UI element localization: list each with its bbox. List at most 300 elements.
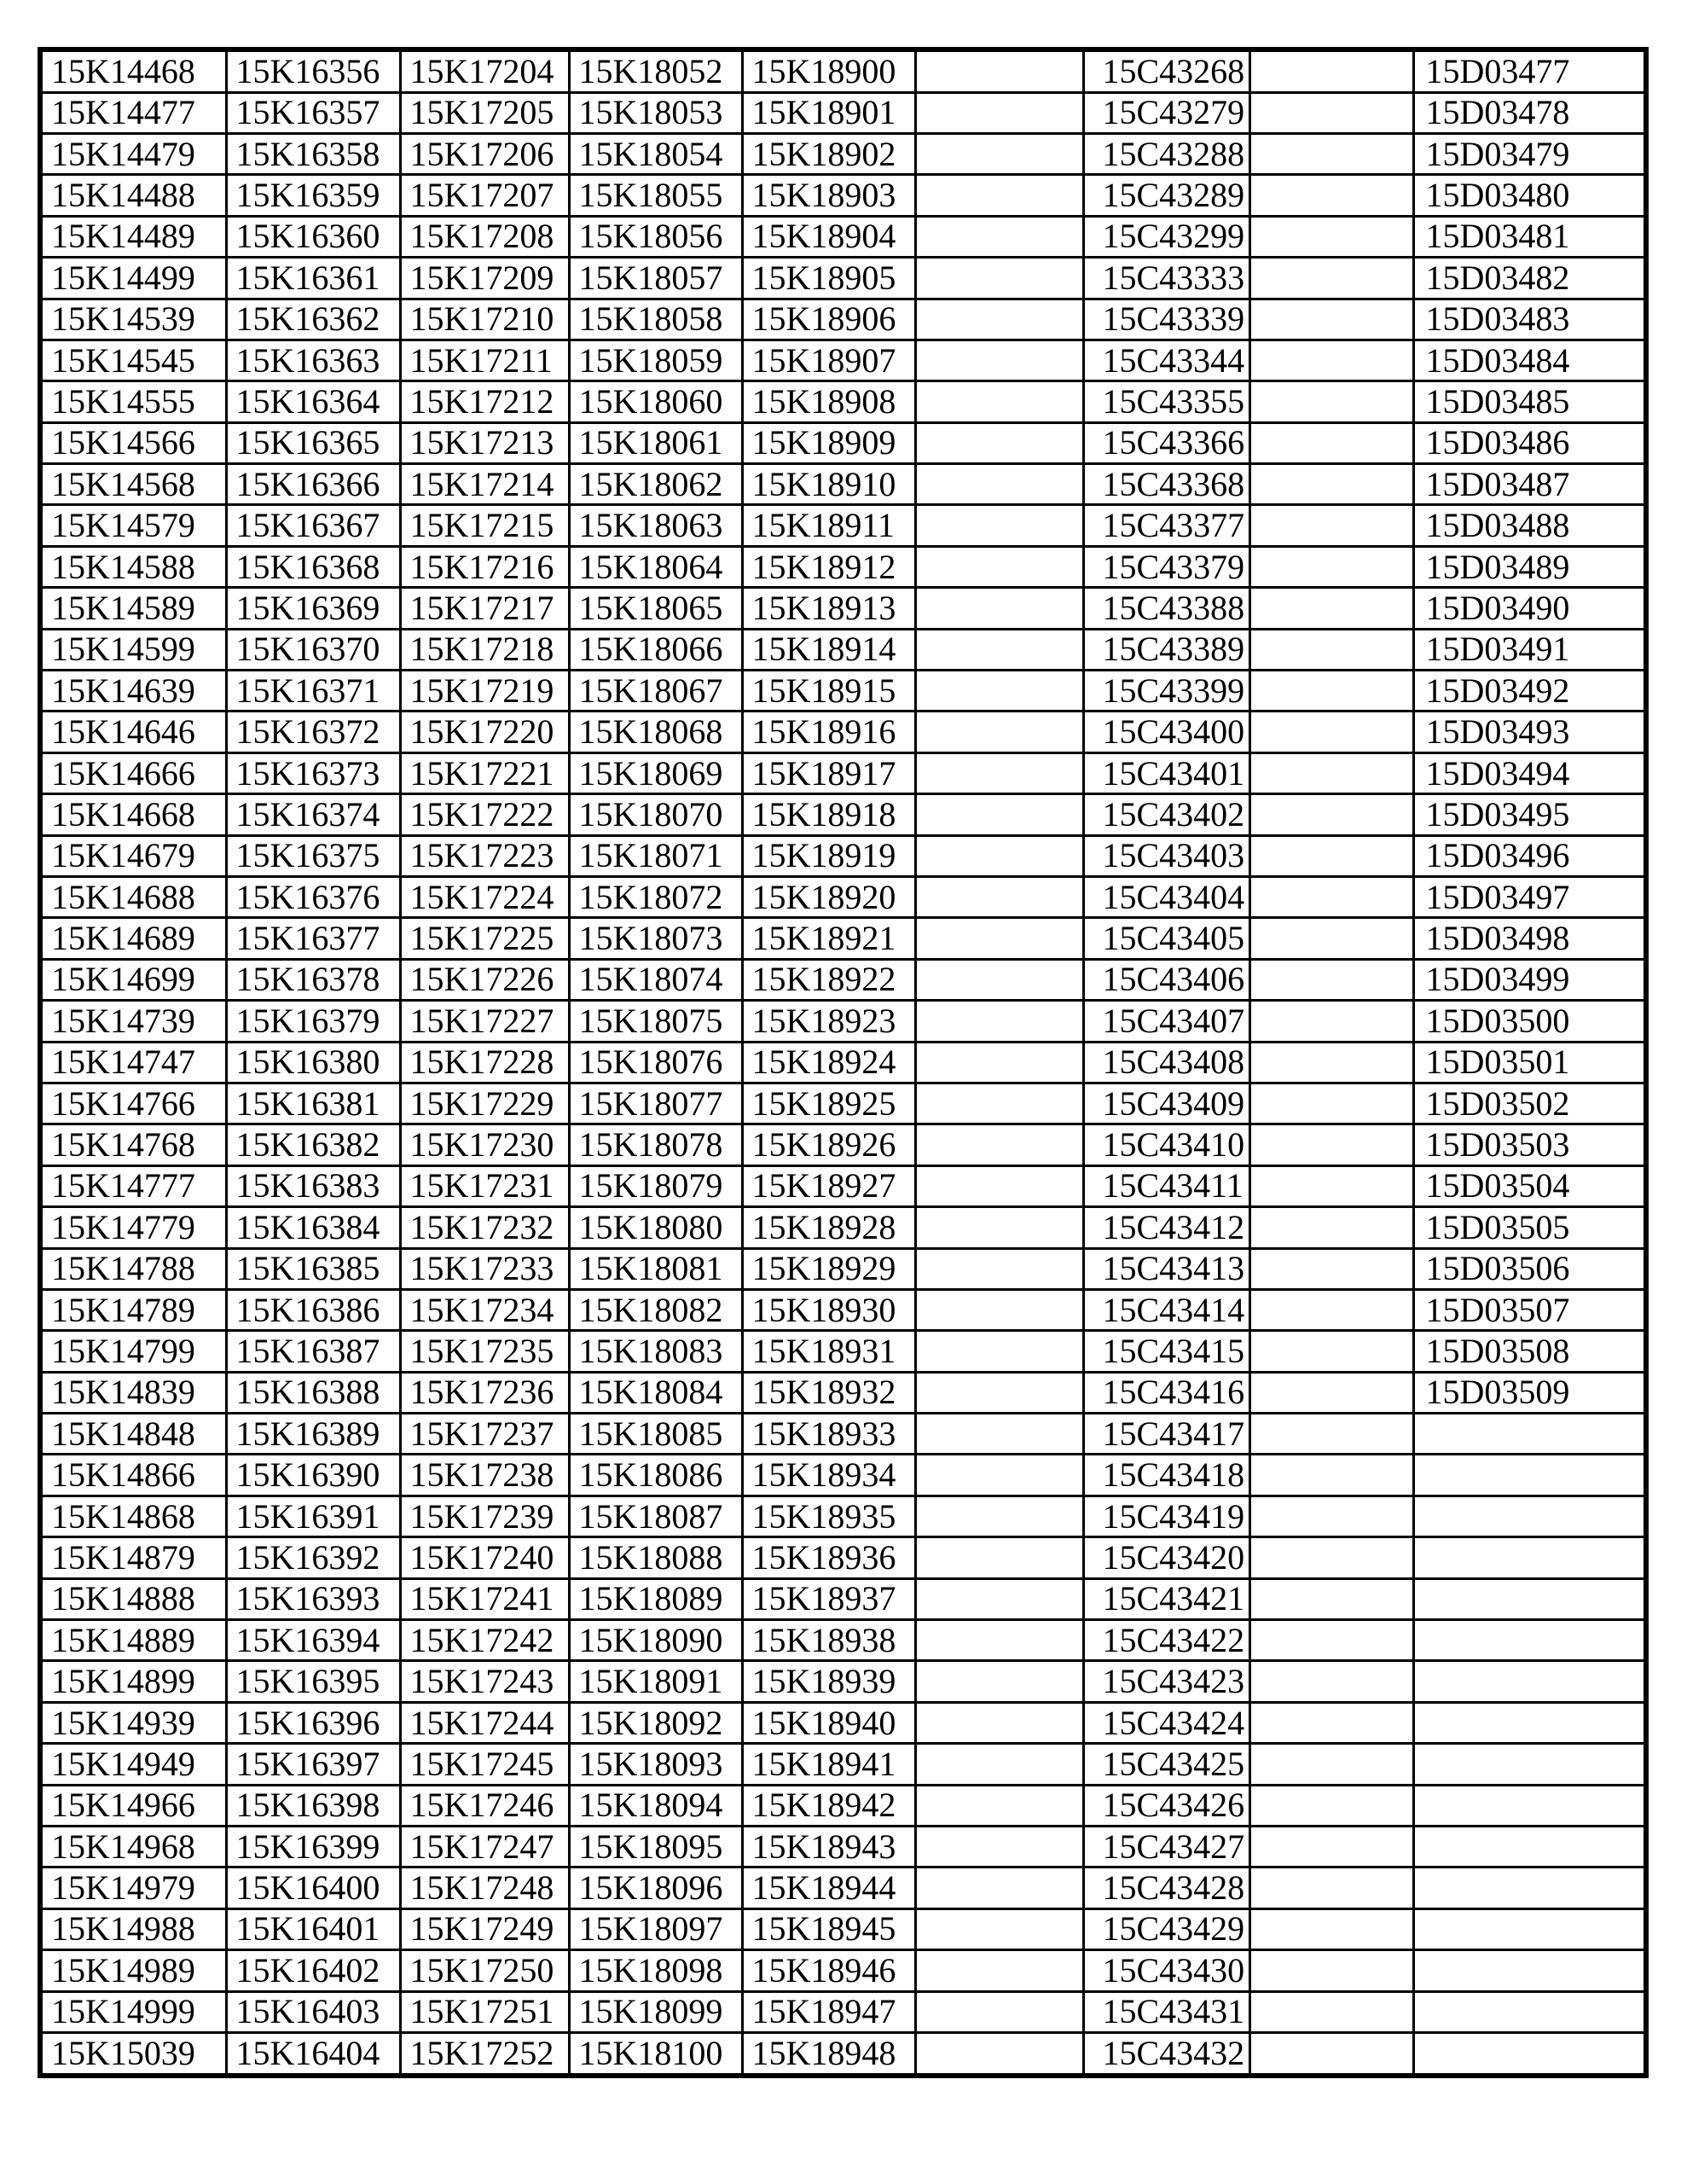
empty-cell	[915, 1867, 1083, 1908]
serial-number-cell: 15K18921	[742, 918, 915, 959]
table-row	[40, 752, 1646, 793]
empty-cell	[1249, 877, 1413, 918]
serial-number-cell: 15K18088	[569, 1537, 742, 1578]
serial-number-cell: 15K18080	[569, 1207, 742, 1248]
table-row	[40, 1826, 1646, 1867]
serial-number-cell: 15D03501	[1413, 1042, 1646, 1083]
serial-number-cell: 15K16402	[226, 1950, 400, 1991]
serial-number-cell: 15K17248	[400, 1867, 569, 1908]
serial-number-cell: 15K16377	[226, 918, 400, 959]
table-row	[40, 299, 1646, 340]
serial-number-cell: 15K16364	[226, 381, 400, 422]
serial-number-cell: 15C43428	[1083, 1867, 1249, 1908]
serial-number-cell: 15C43366	[1083, 422, 1249, 463]
serial-number-cell: 15K18096	[569, 1867, 742, 1908]
serial-number-cell: 15K16361	[226, 258, 400, 299]
serial-number-cell: 15K18918	[742, 794, 915, 835]
serial-number-cell: 15K18052	[569, 49, 742, 92]
empty-cell	[1413, 1414, 1646, 1455]
serial-number-cell: 15K17233	[400, 1248, 569, 1289]
serial-number-cell: 15K17214	[400, 464, 569, 505]
table-body	[40, 49, 1646, 2076]
empty-cell	[915, 877, 1083, 918]
serial-number-cell: 15K17227	[400, 1001, 569, 1042]
serial-number-cell: 15K16384	[226, 1207, 400, 1248]
empty-cell	[915, 1455, 1083, 1496]
serial-number-cell: 15D03494	[1413, 752, 1646, 793]
serial-number-cell: 15K18087	[569, 1496, 742, 1536]
serial-number-cell: 15K14479	[40, 133, 226, 174]
serial-number-cell: 15D03500	[1413, 1001, 1646, 1042]
serial-number-cell: 15K18083	[569, 1331, 742, 1372]
serial-number-cell: 15K17226	[400, 959, 569, 1000]
serial-number-cell: 15C43430	[1083, 1950, 1249, 1991]
serial-number-cell: 15K18065	[569, 588, 742, 629]
serial-number-cell: 15K18947	[742, 1991, 915, 2032]
empty-cell	[1413, 1867, 1646, 1908]
serial-number-cell: 15K18933	[742, 1414, 915, 1455]
serial-number-cell: 15K17218	[400, 629, 569, 670]
serial-number-cell: 15C43415	[1083, 1331, 1249, 1372]
empty-cell	[1249, 1331, 1413, 1372]
serial-number-cell: 15K18939	[742, 1661, 915, 1702]
serial-number-cell: 15K16401	[226, 1908, 400, 1949]
table-row	[40, 2032, 1646, 2076]
empty-cell	[1249, 1991, 1413, 2032]
empty-cell	[1249, 133, 1413, 174]
empty-cell	[915, 629, 1083, 670]
serial-number-cell: 15K18931	[742, 1331, 915, 1372]
serial-number-cell: 15K17251	[400, 1991, 569, 2032]
serial-number-cell: 15C43299	[1083, 216, 1249, 257]
serial-number-cell: 15D03503	[1413, 1124, 1646, 1165]
empty-cell	[1249, 1702, 1413, 1743]
serial-number-cell: 15K18093	[569, 1744, 742, 1785]
serial-number-cell: 15C43379	[1083, 546, 1249, 587]
serial-number-cell: 15K18061	[569, 422, 742, 463]
serial-number-cell: 15K18082	[569, 1289, 742, 1330]
table-row	[40, 381, 1646, 422]
serial-number-cell: 15K18920	[742, 877, 915, 918]
serial-number-cell: 15K17252	[400, 2032, 569, 2076]
serial-number-cell: 15K18923	[742, 1001, 915, 1042]
serial-number-cell: 15K14646	[40, 712, 226, 752]
serial-number-cell: 15K14949	[40, 1744, 226, 1785]
serial-number-cell: 15K14766	[40, 1083, 226, 1124]
serial-number-cell: 15D03492	[1413, 671, 1646, 712]
serial-number-cell: 15K18059	[569, 340, 742, 380]
serial-number-cell: 15C43377	[1083, 505, 1249, 546]
serial-number-cell: 15K18929	[742, 1248, 915, 1289]
serial-number-cell: 15K14879	[40, 1537, 226, 1578]
serial-number-cell: 15K14968	[40, 1826, 226, 1867]
serial-number-cell: 15K17239	[400, 1496, 569, 1536]
serial-number-cell: 15C43410	[1083, 1124, 1249, 1165]
empty-cell	[1249, 712, 1413, 752]
empty-cell	[915, 1578, 1083, 1619]
empty-cell	[1249, 1165, 1413, 1206]
serial-number-cell: 15D03491	[1413, 629, 1646, 670]
serial-number-cell: 15K14966	[40, 1785, 226, 1826]
serial-number-cell: 15K17237	[400, 1414, 569, 1455]
serial-number-cell: 15K18903	[742, 175, 915, 216]
serial-number-cell: 15K16398	[226, 1785, 400, 1826]
serial-number-cell: 15K16365	[226, 422, 400, 463]
table-row	[40, 340, 1646, 380]
serial-number-cell: 15K18062	[569, 464, 742, 505]
empty-cell	[1413, 1702, 1646, 1743]
empty-cell	[1249, 1620, 1413, 1661]
empty-cell	[1413, 1661, 1646, 1702]
empty-cell	[1249, 835, 1413, 876]
serial-number-cell: 15K17208	[400, 216, 569, 257]
empty-cell	[915, 1785, 1083, 1826]
serial-number-cell: 15K14866	[40, 1455, 226, 1496]
empty-cell	[915, 92, 1083, 133]
serial-number-cell: 15K18089	[569, 1578, 742, 1619]
serial-number-cell: 15K17222	[400, 794, 569, 835]
empty-cell	[915, 546, 1083, 587]
serial-number-cell: 15K17219	[400, 671, 569, 712]
serial-number-cell: 15K18085	[569, 1414, 742, 1455]
serial-number-cell: 15K18068	[569, 712, 742, 752]
serial-number-cell: 15K16404	[226, 2032, 400, 2076]
serial-number-cell: 15K17236	[400, 1372, 569, 1413]
empty-cell	[1413, 1620, 1646, 1661]
serial-number-cell: 15C43424	[1083, 1702, 1249, 1743]
empty-cell	[915, 1331, 1083, 1372]
empty-cell	[915, 505, 1083, 546]
serial-number-cell: 15K18067	[569, 671, 742, 712]
serial-number-cell: 15K14539	[40, 299, 226, 340]
serial-number-cell: 15K16367	[226, 505, 400, 546]
empty-cell	[915, 422, 1083, 463]
serial-number-cell: 15D03485	[1413, 381, 1646, 422]
empty-cell	[1249, 381, 1413, 422]
serial-number-cell: 15C43413	[1083, 1248, 1249, 1289]
table-row	[40, 133, 1646, 174]
serial-number-cell: 15K16400	[226, 1867, 400, 1908]
serial-number-cell: 15K14889	[40, 1620, 226, 1661]
serial-number-cell: 15K18053	[569, 92, 742, 133]
empty-cell	[1249, 464, 1413, 505]
serial-number-cell: 15K14747	[40, 1042, 226, 1083]
serial-number-cell: 15K18943	[742, 1826, 915, 1867]
serial-number-cell: 15C43279	[1083, 92, 1249, 133]
serial-number-cell: 15C43426	[1083, 1785, 1249, 1826]
serial-number-cell: 15K16357	[226, 92, 400, 133]
serial-number-cell: 15K18908	[742, 381, 915, 422]
serial-number-cell: 15K18063	[569, 505, 742, 546]
serial-number-cell: 15K14579	[40, 505, 226, 546]
serial-number-cell: 15C43417	[1083, 1414, 1249, 1455]
serial-number-cell: 15K17225	[400, 918, 569, 959]
serial-number-cell: 15K14589	[40, 588, 226, 629]
table-row	[40, 918, 1646, 959]
empty-cell	[1249, 1455, 1413, 1496]
serial-number-cell: 15K18942	[742, 1785, 915, 1826]
serial-number-cell: 15C43416	[1083, 1372, 1249, 1413]
empty-cell	[915, 1908, 1083, 1949]
serial-number-cell: 15C43403	[1083, 835, 1249, 876]
table-row	[40, 546, 1646, 587]
serial-number-cell: 15K18076	[569, 1042, 742, 1083]
serial-number-cell: 15K17220	[400, 712, 569, 752]
serial-number-cell: 15K16371	[226, 671, 400, 712]
serial-number-cell: 15K14939	[40, 1702, 226, 1743]
serial-number-cell: 15D03489	[1413, 546, 1646, 587]
table-row	[40, 1578, 1646, 1619]
serial-number-cell: 15K17246	[400, 1785, 569, 1826]
empty-cell	[1249, 1537, 1413, 1578]
empty-cell	[915, 340, 1083, 380]
serial-number-cell: 15K18055	[569, 175, 742, 216]
empty-cell	[1249, 505, 1413, 546]
serial-number-cell: 15K18916	[742, 712, 915, 752]
serial-number-cell: 15C43389	[1083, 629, 1249, 670]
table-row	[40, 422, 1646, 463]
serial-number-cell: 15K16390	[226, 1455, 400, 1496]
serial-number-cell: 15D03487	[1413, 464, 1646, 505]
serial-number-cell: 15C43401	[1083, 752, 1249, 793]
empty-cell	[1413, 1455, 1646, 1496]
table-row	[40, 1867, 1646, 1908]
serial-number-cell: 15K14979	[40, 1867, 226, 1908]
empty-cell	[1249, 1289, 1413, 1330]
empty-cell	[915, 1950, 1083, 1991]
empty-cell	[1413, 1496, 1646, 1536]
serial-number-cell: 15K14799	[40, 1331, 226, 1372]
serial-number-cell: 15C43289	[1083, 175, 1249, 216]
serial-number-cell: 15D03497	[1413, 877, 1646, 918]
table-row	[40, 712, 1646, 752]
empty-cell	[1413, 1578, 1646, 1619]
serial-number-cell: 15D03504	[1413, 1165, 1646, 1206]
serial-number-cell: 15K16370	[226, 629, 400, 670]
empty-cell	[915, 381, 1083, 422]
empty-cell	[915, 1124, 1083, 1165]
serial-number-cell: 15K14789	[40, 1289, 226, 1330]
serial-number-cell: 15C43400	[1083, 712, 1249, 752]
empty-cell	[1249, 422, 1413, 463]
table-row	[40, 1207, 1646, 1248]
table-row	[40, 1414, 1646, 1455]
serial-number-cell: 15C43408	[1083, 1042, 1249, 1083]
empty-cell	[1249, 1496, 1413, 1536]
serial-number-cell: 15K14779	[40, 1207, 226, 1248]
table-row	[40, 258, 1646, 299]
serial-number-cell: 15K17211	[400, 340, 569, 380]
serial-number-cell: 15K17242	[400, 1620, 569, 1661]
serial-number-cell: 15D03484	[1413, 340, 1646, 380]
empty-cell	[1413, 1537, 1646, 1578]
serial-number-cell: 15K14679	[40, 835, 226, 876]
empty-cell	[915, 712, 1083, 752]
serial-number-cell: 15K18086	[569, 1455, 742, 1496]
serial-number-cell: 15K16381	[226, 1083, 400, 1124]
serial-number-cell: 15C43419	[1083, 1496, 1249, 1536]
serial-number-cell: 15K17244	[400, 1702, 569, 1743]
serial-number-cell: 15K16391	[226, 1496, 400, 1536]
table-row	[40, 216, 1646, 257]
empty-cell	[915, 1207, 1083, 1248]
serial-number-cell: 15K18099	[569, 1991, 742, 2032]
serial-number-cell: 15K14545	[40, 340, 226, 380]
serial-number-cell: 15K18100	[569, 2032, 742, 2076]
table-row	[40, 1289, 1646, 1330]
empty-cell	[1249, 1950, 1413, 1991]
serial-number-cell: 15K16403	[226, 1991, 400, 2032]
serial-number-cell: 15D03482	[1413, 258, 1646, 299]
serial-number-cell: 15K18914	[742, 629, 915, 670]
serial-number-cell: 15K17229	[400, 1083, 569, 1124]
serial-number-cell: 15K16392	[226, 1537, 400, 1578]
serial-number-cell: 15K18098	[569, 1950, 742, 1991]
serial-number-cell: 15K18948	[742, 2032, 915, 2076]
serial-number-cell: 15K17243	[400, 1661, 569, 1702]
empty-cell	[1413, 1908, 1646, 1949]
serial-number-cell: 15C43406	[1083, 959, 1249, 1000]
table-row	[40, 1661, 1646, 1702]
serial-number-cell: 15K18928	[742, 1207, 915, 1248]
serial-number-cell: 15K16374	[226, 794, 400, 835]
serial-number-cell: 15K18900	[742, 49, 915, 92]
empty-cell	[1413, 1744, 1646, 1785]
empty-cell	[915, 1661, 1083, 1702]
empty-cell	[1249, 588, 1413, 629]
table-row	[40, 1702, 1646, 1743]
empty-cell	[915, 1165, 1083, 1206]
serial-number-cell: 15K16393	[226, 1578, 400, 1619]
serial-number-cell: 15C43423	[1083, 1661, 1249, 1702]
serial-number-cell: 15K18925	[742, 1083, 915, 1124]
serial-number-cell: 15C43418	[1083, 1455, 1249, 1496]
table-row	[40, 1537, 1646, 1578]
empty-cell	[915, 133, 1083, 174]
serial-number-cell: 15K18069	[569, 752, 742, 793]
serial-number-cell: 15D03480	[1413, 175, 1646, 216]
empty-cell	[1249, 1908, 1413, 1949]
serial-number-cell: 15K18917	[742, 752, 915, 793]
empty-cell	[1249, 1001, 1413, 1042]
serial-number-cell: 15K18911	[742, 505, 915, 546]
empty-cell	[915, 1248, 1083, 1289]
serial-number-cell: 15D03477	[1413, 49, 1646, 92]
serial-number-cell: 15K18056	[569, 216, 742, 257]
table-row	[40, 1455, 1646, 1496]
serial-number-cell: 15K18071	[569, 835, 742, 876]
serial-number-cell: 15K18090	[569, 1620, 742, 1661]
empty-cell	[1249, 2032, 1413, 2076]
serial-number-cell: 15K17209	[400, 258, 569, 299]
serial-number-cell: 15D03478	[1413, 92, 1646, 133]
serial-number-cell: 15D03479	[1413, 133, 1646, 174]
empty-cell	[1249, 1867, 1413, 1908]
serial-number-cell: 15K18938	[742, 1620, 915, 1661]
serial-number-cell: 15K16383	[226, 1165, 400, 1206]
serial-number-cell: 15K16373	[226, 752, 400, 793]
serial-number-table	[38, 47, 1649, 2078]
table-row	[40, 1950, 1646, 1991]
serial-number-cell: 15C43333	[1083, 258, 1249, 299]
serial-number-cell: 15D03488	[1413, 505, 1646, 546]
serial-number-cell: 15K16360	[226, 216, 400, 257]
serial-number-cell: 15K18930	[742, 1289, 915, 1330]
table-row	[40, 175, 1646, 216]
serial-number-cell: 15K14489	[40, 216, 226, 257]
serial-number-cell: 15D03502	[1413, 1083, 1646, 1124]
serial-number-cell: 15K18912	[742, 546, 915, 587]
serial-number-cell: 15K17213	[400, 422, 569, 463]
serial-number-cell: 15K18940	[742, 1702, 915, 1743]
empty-cell	[915, 835, 1083, 876]
serial-number-cell: 15K16380	[226, 1042, 400, 1083]
serial-number-cell: 15K18072	[569, 877, 742, 918]
serial-number-cell: 15C43288	[1083, 133, 1249, 174]
table-row	[40, 959, 1646, 1000]
empty-cell	[1249, 629, 1413, 670]
table-row	[40, 49, 1646, 92]
table-row	[40, 877, 1646, 918]
serial-number-cell: 15C43409	[1083, 1083, 1249, 1124]
serial-number-cell: 15D03507	[1413, 1289, 1646, 1330]
serial-number-cell: 15D03509	[1413, 1372, 1646, 1413]
empty-cell	[915, 1620, 1083, 1661]
serial-number-cell: 15K16369	[226, 588, 400, 629]
serial-number-cell: 15K18926	[742, 1124, 915, 1165]
serial-number-cell: 15K14868	[40, 1496, 226, 1536]
serial-number-cell: 15K17238	[400, 1455, 569, 1496]
table-row	[40, 1991, 1646, 2032]
serial-number-cell: 15K18922	[742, 959, 915, 1000]
serial-number-cell: 15K16359	[226, 175, 400, 216]
serial-number-cell: 15K16356	[226, 49, 400, 92]
serial-number-cell: 15C43368	[1083, 464, 1249, 505]
table-row	[40, 1908, 1646, 1949]
empty-cell	[1249, 1661, 1413, 1702]
empty-cell	[915, 1414, 1083, 1455]
serial-number-cell: 15D03493	[1413, 712, 1646, 752]
empty-cell	[1249, 258, 1413, 299]
serial-number-cell: 15K18077	[569, 1083, 742, 1124]
serial-number-cell: 15K14568	[40, 464, 226, 505]
serial-number-cell: 15K18936	[742, 1537, 915, 1578]
serial-number-cell: 15K18924	[742, 1042, 915, 1083]
empty-cell	[1249, 1414, 1413, 1455]
empty-cell	[915, 1991, 1083, 2032]
serial-number-cell: 15C43344	[1083, 340, 1249, 380]
empty-cell	[1249, 671, 1413, 712]
serial-number-cell: 15K17206	[400, 133, 569, 174]
serial-number-cell: 15K14777	[40, 1165, 226, 1206]
serial-number-cell: 15K14999	[40, 1991, 226, 2032]
empty-cell	[915, 1372, 1083, 1413]
empty-cell	[1249, 1826, 1413, 1867]
serial-number-cell: 15C43399	[1083, 671, 1249, 712]
empty-cell	[1249, 1042, 1413, 1083]
serial-number-cell: 15C43432	[1083, 2032, 1249, 2076]
serial-number-cell: 15K17207	[400, 175, 569, 216]
serial-number-cell: 15K16388	[226, 1372, 400, 1413]
empty-cell	[1249, 299, 1413, 340]
empty-cell	[1249, 216, 1413, 257]
empty-cell	[915, 1001, 1083, 1042]
empty-cell	[915, 1702, 1083, 1743]
table-row	[40, 1124, 1646, 1165]
serial-number-cell: 15K18910	[742, 464, 915, 505]
serial-number-cell: 15K14989	[40, 1950, 226, 1991]
serial-number-cell: 15K16368	[226, 546, 400, 587]
